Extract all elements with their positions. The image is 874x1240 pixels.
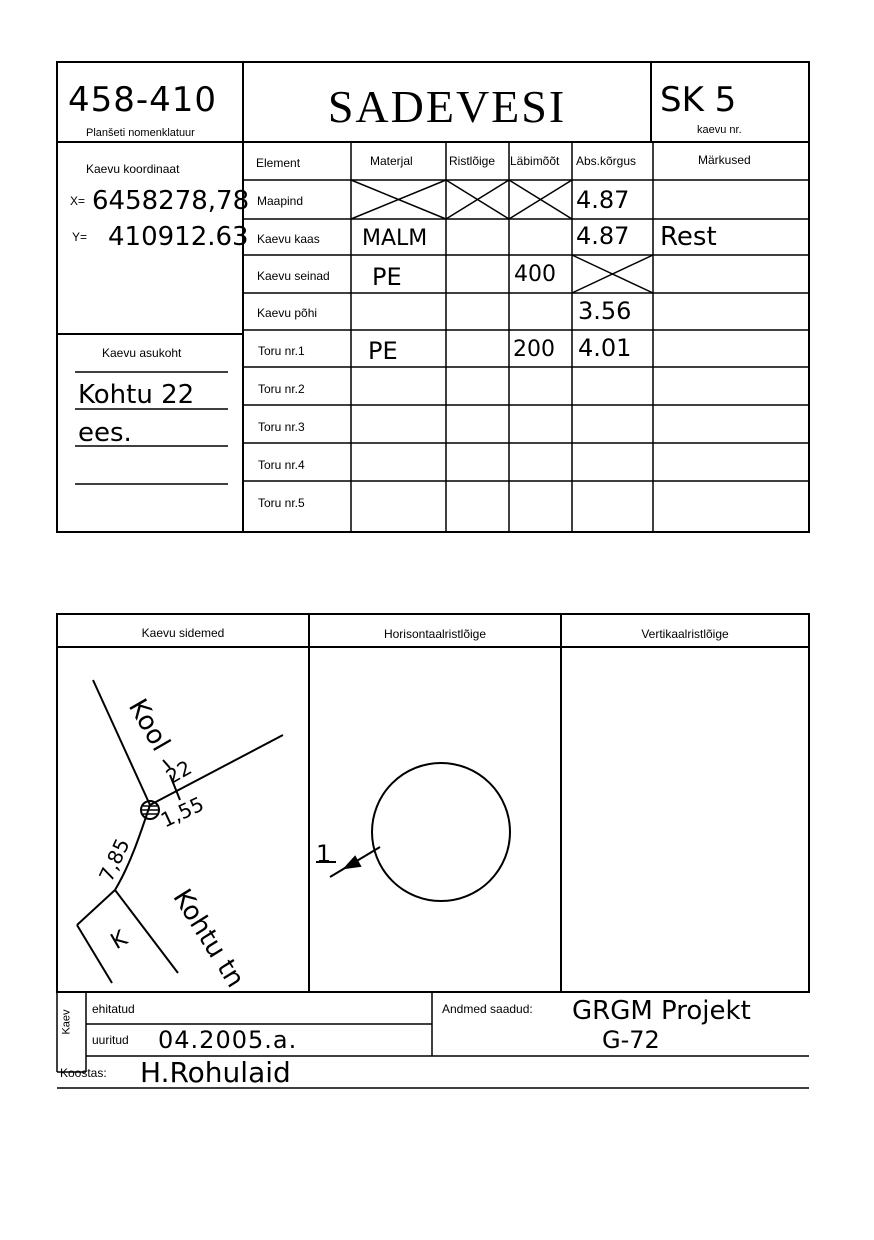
header-vertical-section: Vertikaalristlõige <box>641 627 729 641</box>
y-value: 410912.63 <box>108 222 249 252</box>
sketch-label-22: 22 <box>161 755 196 789</box>
well-number-value: SK 5 <box>660 80 737 120</box>
row-element: Maapind <box>257 194 304 208</box>
compiler-value: H.Rohulaid <box>140 1056 291 1089</box>
row-element: Toru nr.5 <box>258 496 305 510</box>
header-markused: Märkused <box>698 153 751 167</box>
row-korgus: 4.87 <box>576 186 630 214</box>
connection-sketch <box>77 680 283 983</box>
location-line-2: ees. <box>78 418 132 448</box>
row-element: Toru nr.3 <box>258 420 305 434</box>
row-labimoot: 200 <box>513 337 555 362</box>
location-label: Kaevu asukoht <box>102 346 182 360</box>
row-element: Kaevu seinad <box>257 269 330 283</box>
header-ristloige: Ristlõige <box>449 154 496 168</box>
row-korgus: 4.87 <box>576 222 630 250</box>
data-source-label: Andmed saadud: <box>442 1002 533 1016</box>
nomenclature-value: 458-410 <box>68 80 218 120</box>
row-element: Kaevu kaas <box>257 232 320 246</box>
row-element: Kaevu põhi <box>257 306 318 320</box>
side-label-kaev: Kaev <box>60 1009 73 1035</box>
sketch-label-785: 7,85 <box>93 834 135 886</box>
row-markused: Rest <box>660 222 717 252</box>
row-korgus: 3.56 <box>578 297 632 325</box>
pipe-number-label: 1 <box>316 840 332 868</box>
row-materjal: PE <box>372 263 402 291</box>
sketch-street-kool: Kool <box>122 694 176 757</box>
compiler-label: Koostas: <box>60 1066 107 1080</box>
location-line-1: Kohtu 22 <box>78 380 195 410</box>
horizontal-section-sketch <box>316 763 510 901</box>
surveyed-value: 04.2005.a. <box>158 1026 298 1054</box>
data-source-value-1: GRGM Projekt <box>572 996 751 1026</box>
nomenclature-label: Planšeti nomenklatuur <box>86 127 195 139</box>
header-labimoot: Läbimõõt <box>510 154 560 168</box>
sketch-street-kohtu: Kohtu tn <box>166 884 251 993</box>
row-labimoot: 400 <box>514 262 556 287</box>
header-element: Element <box>256 156 301 170</box>
sketch-label-155: 1,55 <box>157 791 208 833</box>
header-abs-korgus: Abs.kõrgus <box>576 154 637 168</box>
coordinates-label: Kaevu koordinaat <box>86 162 180 176</box>
row-materjal: MALM <box>362 226 428 251</box>
row-element: Toru nr.4 <box>258 458 305 472</box>
header-horizontal-section: Horisontaalristlõige <box>383 627 487 641</box>
y-label: Y= <box>72 230 88 244</box>
well-number-label: kaevu nr. <box>697 124 742 136</box>
x-value: 6458278,78 <box>92 186 250 216</box>
x-label: X= <box>70 194 86 208</box>
row-materjal: PE <box>368 337 398 365</box>
row-element: Toru nr.1 <box>258 344 305 358</box>
data-source-value-2: G-72 <box>602 1026 660 1054</box>
surveyed-label: uuritud <box>92 1033 129 1047</box>
header-connections: Kaevu sidemed <box>141 626 225 640</box>
row-korgus: 4.01 <box>578 334 632 362</box>
header-materjal: Materjal <box>370 154 413 168</box>
built-label: ehitatud <box>92 1002 135 1016</box>
page-title: SADEVESI <box>327 81 567 132</box>
row-element: Toru nr.2 <box>258 382 305 396</box>
sketch-label-k: K <box>106 926 132 955</box>
